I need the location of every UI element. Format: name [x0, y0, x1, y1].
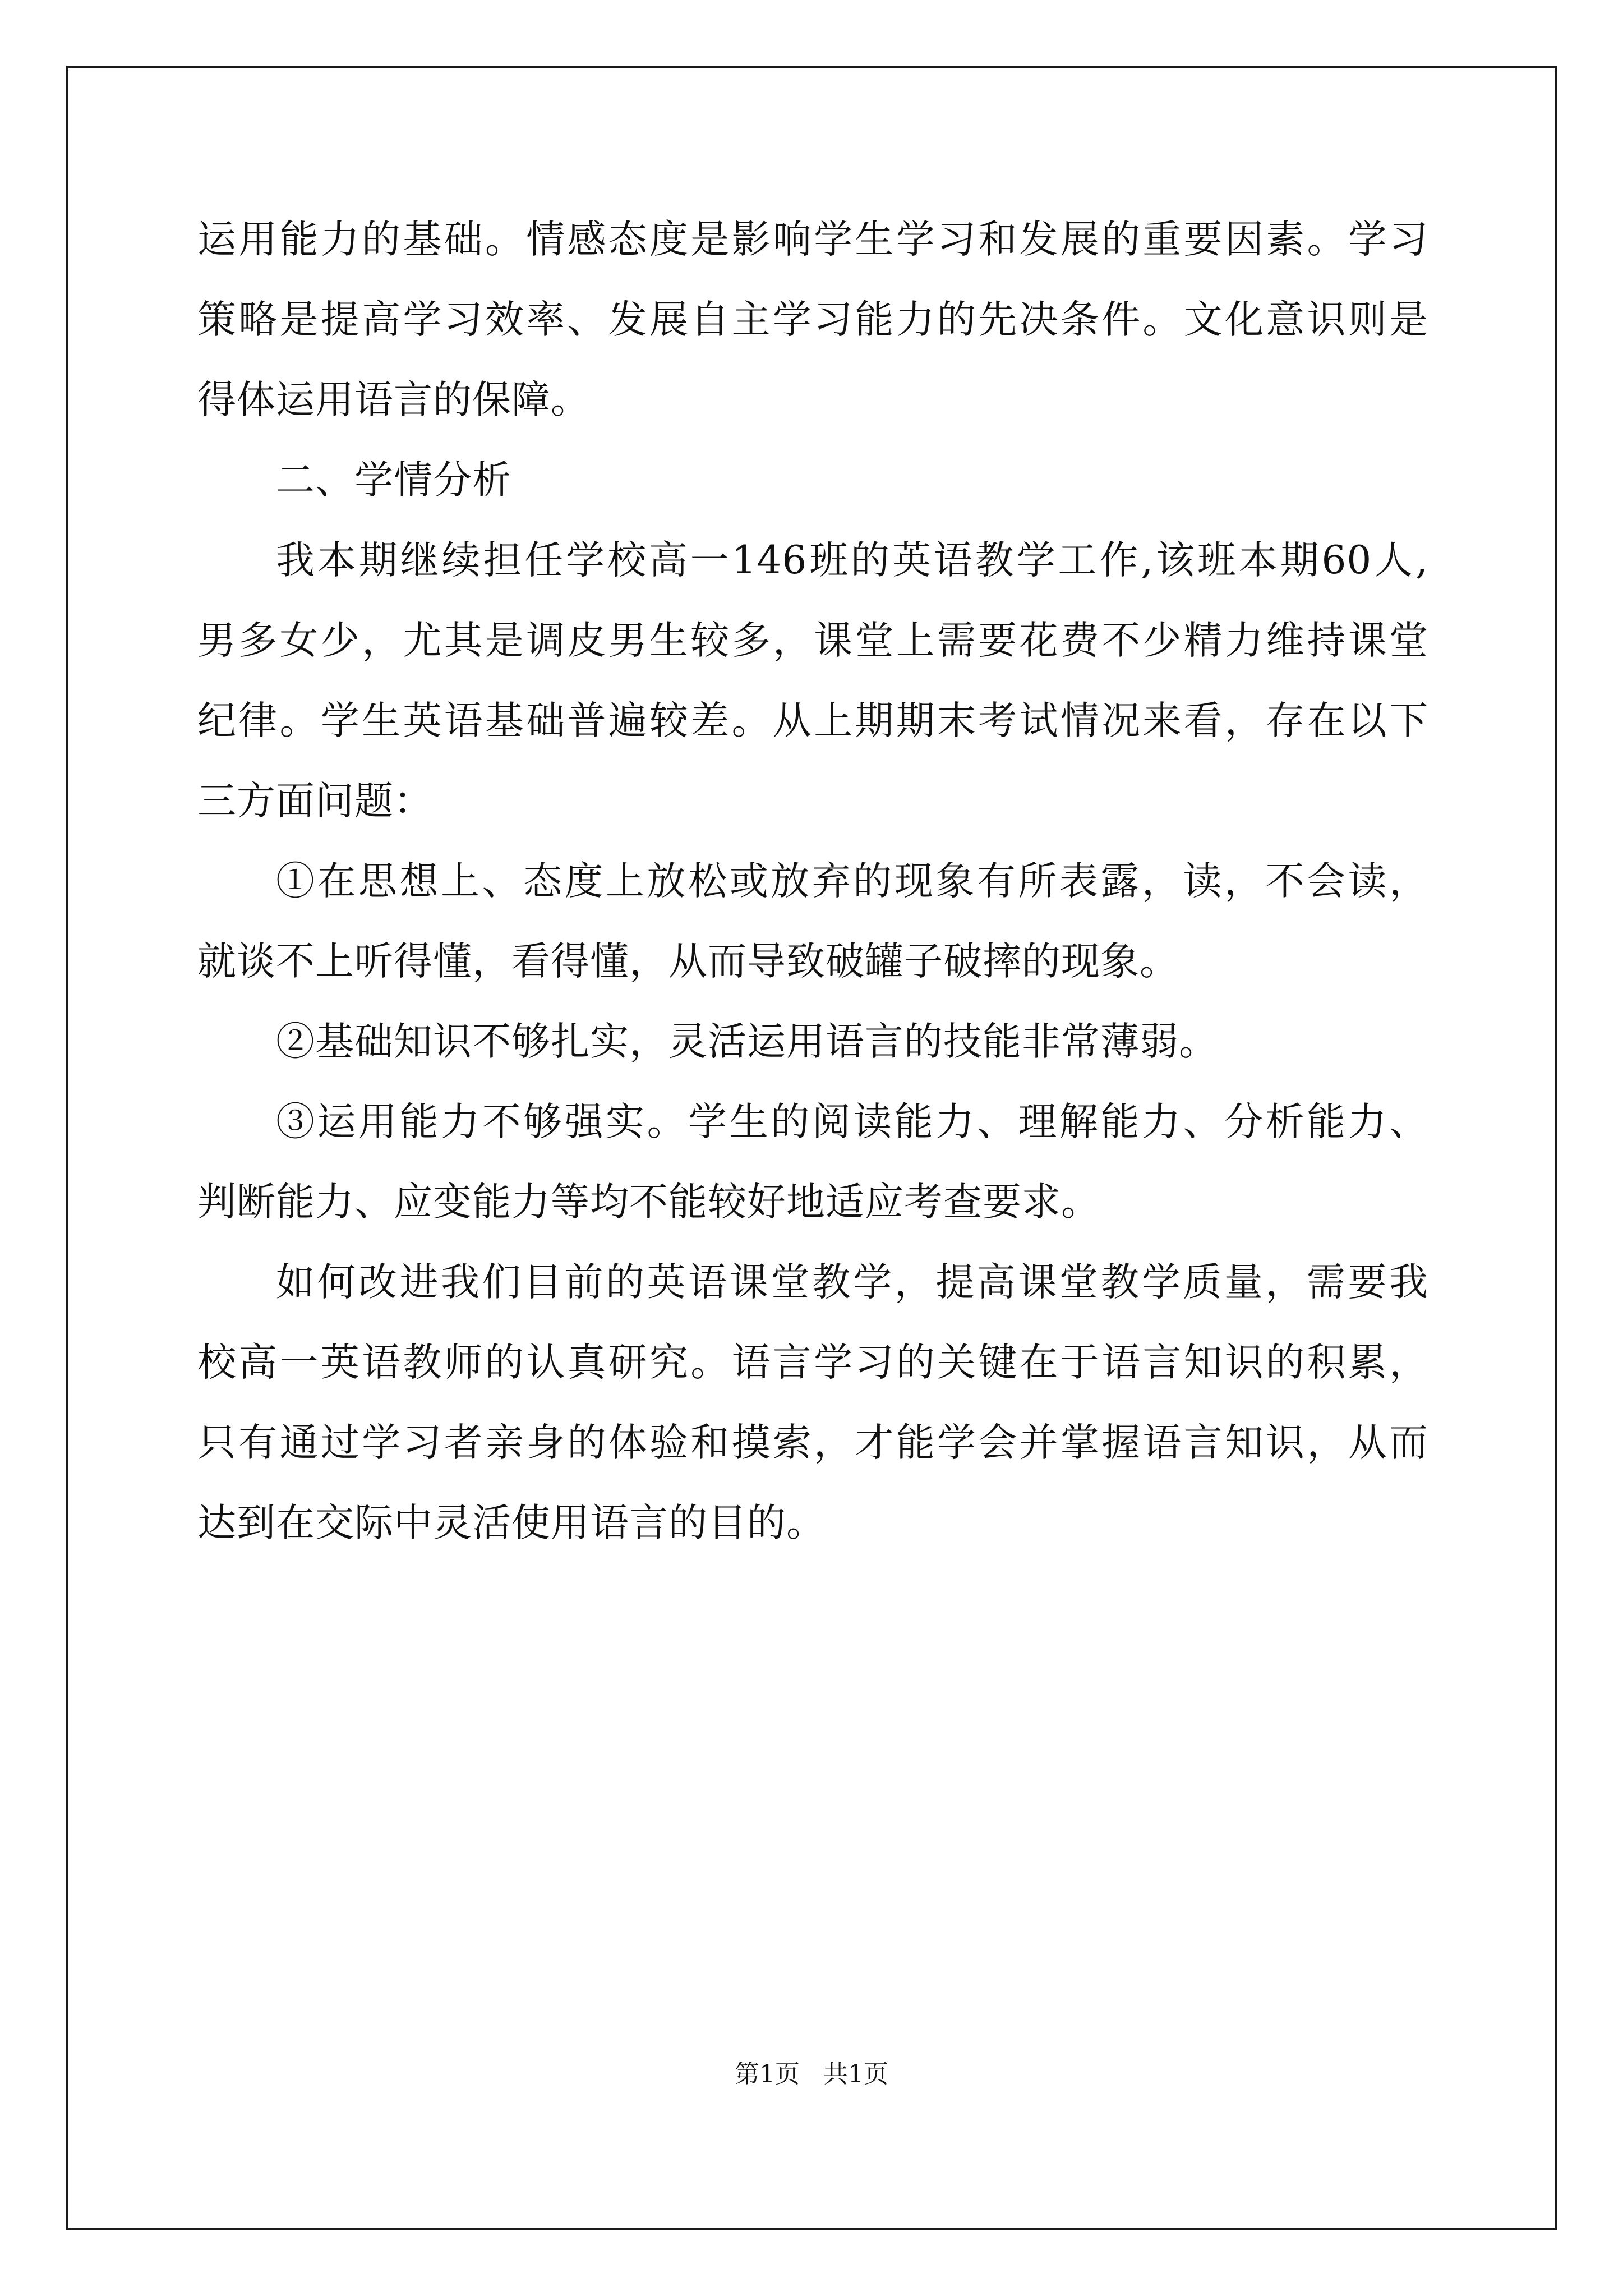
text-line-5: 我本期继续担任学校高一146班的英语教学工作,该班本期60人, — [276, 538, 1428, 583]
text-line-7: 纪律。学生英语基础普遍较差。从上期期末考试情况来看，存在以下 — [197, 698, 1428, 743]
section-heading: 二、学情分析 — [276, 458, 511, 503]
document-body — [197, 211, 1428, 1575]
text-line-8: 三方面问题： — [197, 779, 433, 823]
text-line-3: 得体运用语言的保障。 — [197, 378, 590, 422]
text-line-17: 达到在交际中灵活使用语言的目的。 — [197, 1501, 826, 1545]
page-footer — [0, 2058, 1623, 2091]
text-line-9: ①在思想上、态度上放松或放弃的现象有所表露，读，不会读， — [276, 859, 1428, 904]
text-line-6: 男多女少，尤其是调皮男生较多，课堂上需要花费不少精力维持课堂 — [197, 618, 1428, 663]
text-line-12: ③运用能力不够强实。学生的阅读能力、理解能力、分析能力、 — [276, 1099, 1428, 1144]
text-line-1: 运用能力的基础。情感态度是影响学生学习和发展的重要因素。学习 — [197, 217, 1428, 262]
page-total: 共1页 — [823, 2060, 888, 2088]
page-number: 第1页 — [735, 2060, 800, 2088]
text-line-16: 只有通过学习者亲身的体验和摸索，才能学会并掌握语言知识，从而 — [197, 1420, 1428, 1465]
text-line-14: 如何改进我们目前的英语课堂教学，提高课堂教学质量，需要我 — [276, 1260, 1428, 1305]
text-line-15: 校高一英语教师的认真研究。语言学习的关键在于语言知识的积累， — [197, 1340, 1428, 1385]
text-line-11: ②基础知识不够扎实，灵活运用语言的技能非常薄弱。 — [276, 1019, 1218, 1064]
text-line-13: 判断能力、应变能力等均不能较好地适应考查要求。 — [197, 1180, 1100, 1225]
text-line-2: 策略是提高学习效率、发展自主学习能力的先决条件。文化意识则是 — [197, 297, 1428, 342]
text-line-10: 就谈不上听得懂，看得懂，从而导致破罐子破摔的现象。 — [197, 939, 1179, 984]
